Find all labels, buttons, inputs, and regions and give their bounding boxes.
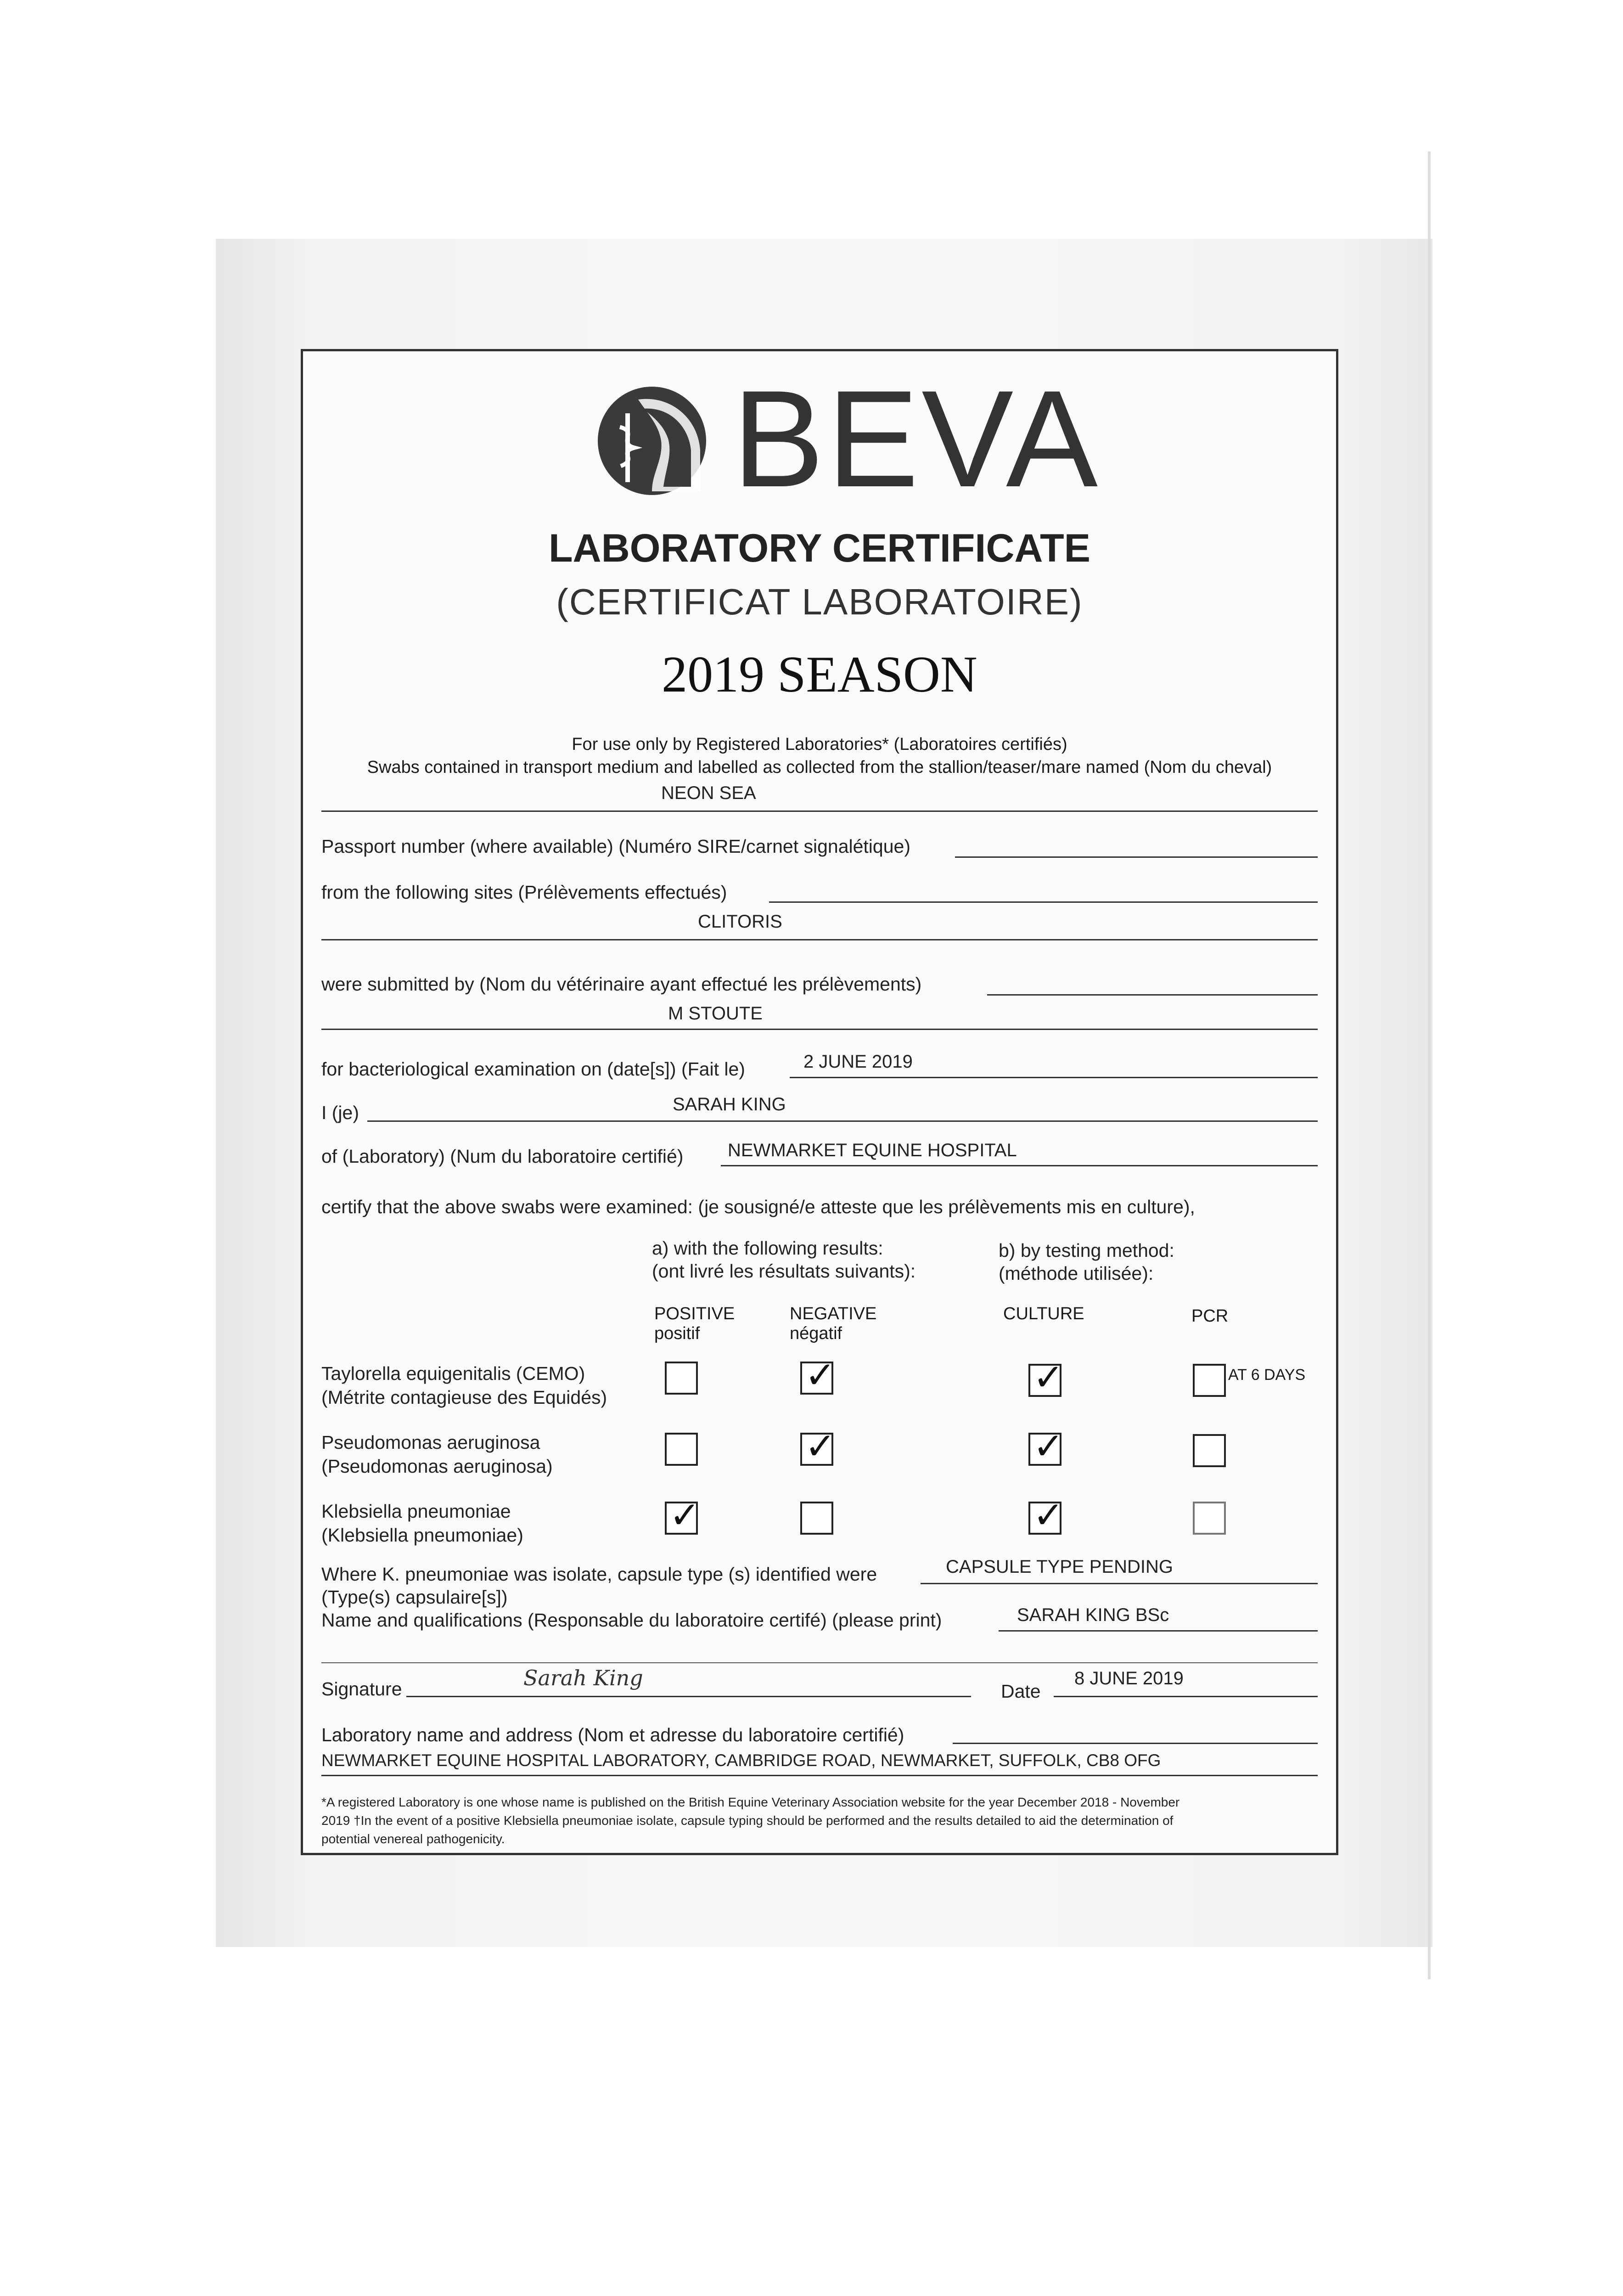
checkbox-row3-positive[interactable] bbox=[665, 1494, 701, 1536]
scan-edge bbox=[1428, 152, 1431, 1979]
organism-name-fr: (Pseudomonas aeruginosa) bbox=[321, 1456, 553, 1477]
col-negative-label: NEGATIVE bbox=[790, 1304, 877, 1323]
tick-icon: ✓ bbox=[1033, 1494, 1064, 1536]
lab-address-label: Laboratory name and address (Nom et adresse du laboratoire certifié) bbox=[321, 1724, 904, 1745]
lab-value[interactable]: NEWMARKET EQUINE HOSPITAL bbox=[728, 1140, 1017, 1160]
organism-name: Taylorella equigenitalis (CEMO) bbox=[321, 1363, 585, 1384]
separator-line bbox=[321, 1662, 1318, 1663]
certify-text: certify that the above swabs were examined: (je sousigné/e atteste que les prélèvements mis en culture), bbox=[321, 1196, 1195, 1217]
name-qual-value[interactable]: SARAH KING BSc bbox=[1017, 1605, 1169, 1625]
submitted-label: were submitted by (Nom du vétérinaire ayant effectué les prélèvements) bbox=[321, 974, 922, 995]
beva-logo bbox=[583, 361, 1101, 516]
results-header-1: a) with the following results: bbox=[652, 1238, 883, 1259]
footnote-line-2: 2019 †In the event of a positive Klebsiella pneumoniae isolate, capsule typing should be performed and the results detailed to aid the determination of bbox=[321, 1813, 1174, 1828]
col-negative bbox=[790, 1304, 876, 1344]
lab-address-line-1 bbox=[953, 1743, 1318, 1744]
organism-row-1 bbox=[321, 1362, 607, 1409]
col-positive-label-fr: positif bbox=[654, 1324, 700, 1343]
intro-line-2: Swabs contained in transport medium and labelled as collected from the stallion/teaser/mare named (Nom du cheval) bbox=[367, 758, 1272, 777]
certificate-title-fr: (CERTIFICAT LABORATOIRE) bbox=[556, 581, 1083, 622]
capsule-line bbox=[921, 1583, 1318, 1584]
checkbox-row1-negative[interactable] bbox=[800, 1354, 836, 1396]
i-line bbox=[367, 1120, 1318, 1122]
lab-line bbox=[721, 1165, 1318, 1166]
checkbox-row2-culture[interactable] bbox=[1028, 1425, 1064, 1468]
sites-line-2 bbox=[321, 939, 1318, 940]
sites-value[interactable]: CLITORIS bbox=[698, 912, 782, 932]
horse-head-emblem-icon bbox=[583, 381, 721, 501]
checkbox-row3-negative[interactable] bbox=[800, 1502, 833, 1535]
col-negative-label-fr: négatif bbox=[790, 1324, 842, 1343]
capsule-value[interactable]: CAPSULE TYPE PENDING bbox=[946, 1557, 1173, 1577]
checkbox-row2-negative[interactable] bbox=[800, 1425, 836, 1468]
organism-row-2 bbox=[321, 1430, 553, 1478]
tick-icon: ✓ bbox=[1033, 1425, 1064, 1468]
sites-line-1 bbox=[769, 901, 1318, 903]
submitted-value[interactable]: M STOUTE bbox=[668, 1003, 763, 1024]
date-line bbox=[1054, 1696, 1318, 1697]
tick-icon: ✓ bbox=[805, 1425, 836, 1468]
checkbox-row1-pcr[interactable] bbox=[1193, 1364, 1226, 1397]
lab-label: of (Laboratory) (Num du laboratoire certifié) bbox=[321, 1146, 684, 1167]
exam-date-value[interactable]: 2 JUNE 2019 bbox=[803, 1052, 913, 1072]
col-positive-label: POSITIVE bbox=[654, 1304, 735, 1323]
passport-line[interactable] bbox=[955, 856, 1318, 858]
footnote-line-1: *A registered Laboratory is one whose name is published on the British Equine Veterinary Association website for the year December 2018 - November bbox=[321, 1795, 1180, 1809]
organism-row-3 bbox=[321, 1499, 523, 1547]
certificate bbox=[301, 349, 1338, 1855]
capsule-label-fr: (Type(s) capsulaire[s]) bbox=[321, 1587, 508, 1608]
intro-line-1: For use only by Registered Laboratories* (Laboratoires certifiés) bbox=[572, 735, 1067, 754]
organism-name: Pseudomonas aeruginosa bbox=[321, 1432, 540, 1453]
checkbox-row2-pcr[interactable] bbox=[1193, 1434, 1226, 1467]
col-positive bbox=[654, 1304, 735, 1344]
horse-name-line bbox=[321, 810, 1318, 812]
col-pcr-label: PCR bbox=[1191, 1306, 1229, 1326]
method-header-2: (méthode utilisée): bbox=[999, 1263, 1154, 1284]
checkbox-row2-positive[interactable] bbox=[665, 1433, 698, 1466]
results-header-2: (ont livré les résultats suivants): bbox=[652, 1261, 916, 1282]
date-value[interactable]: 8 JUNE 2019 bbox=[1074, 1668, 1184, 1688]
signature-label: Signature bbox=[321, 1678, 402, 1699]
name-qual-label: Name and qualifications (Responsable du laboratoire certifé) (please print) bbox=[321, 1609, 942, 1631]
method-header-1: b) by testing method: bbox=[999, 1240, 1174, 1261]
sites-label: from the following sites (Prélèvements effectués) bbox=[321, 882, 727, 903]
certificate-title: LABORATORY CERTIFICATE bbox=[548, 526, 1091, 570]
organism-name: Klebsiella pneumoniae bbox=[321, 1501, 511, 1522]
tick-icon: ✓ bbox=[1033, 1356, 1064, 1399]
organism-name-fr: (Métrite contagieuse des Equidés) bbox=[321, 1387, 607, 1408]
col-culture-label: CULTURE bbox=[1003, 1304, 1084, 1323]
tick-icon: ✓ bbox=[669, 1494, 701, 1536]
signature-line bbox=[406, 1696, 971, 1697]
checkbox-row1-positive[interactable] bbox=[665, 1362, 698, 1395]
exam-date-line bbox=[790, 1077, 1318, 1078]
organism-name-fr: (Klebsiella pneumoniae) bbox=[321, 1525, 523, 1546]
footnote-line-3: potential venereal pathogenicity. bbox=[321, 1832, 505, 1846]
i-value[interactable]: SARAH KING bbox=[673, 1094, 786, 1114]
submitted-line-1 bbox=[987, 994, 1318, 996]
submitted-line-2 bbox=[321, 1029, 1318, 1030]
name-qual-line bbox=[999, 1630, 1318, 1632]
date-label: Date bbox=[1001, 1681, 1041, 1702]
horse-name-value[interactable]: NEON SEA bbox=[661, 783, 756, 803]
pcr-note: AT 6 DAYS bbox=[1228, 1366, 1306, 1384]
checkbox-row1-culture[interactable] bbox=[1028, 1356, 1064, 1399]
lab-address-value[interactable]: NEWMARKET EQUINE HOSPITAL LABORATORY, CAMBRIDGE ROAD, NEWMARKET, SUFFOLK, CB8 OFG bbox=[321, 1751, 1161, 1770]
i-label: I (je) bbox=[321, 1102, 359, 1123]
lab-address-line-2 bbox=[321, 1775, 1318, 1776]
beva-logo-text: BEVA bbox=[732, 361, 1101, 516]
checkbox-row3-culture[interactable] bbox=[1028, 1494, 1064, 1536]
signature-value[interactable]: Sarah King bbox=[523, 1666, 643, 1690]
tick-icon: ✓ bbox=[805, 1354, 836, 1396]
checkbox-row3-pcr[interactable] bbox=[1193, 1502, 1226, 1535]
footnote bbox=[321, 1793, 1179, 1848]
season-title: 2019 SEASON bbox=[662, 646, 977, 703]
passport-label: Passport number (where available) (Numéro SIRE/carnet signalétique) bbox=[321, 836, 910, 857]
exam-date-label: for bacteriological examination on (date[s]) (Fait le) bbox=[321, 1058, 745, 1080]
capsule-label: Where K. pneumoniae was isolate, capsule type (s) identified were bbox=[321, 1564, 877, 1585]
